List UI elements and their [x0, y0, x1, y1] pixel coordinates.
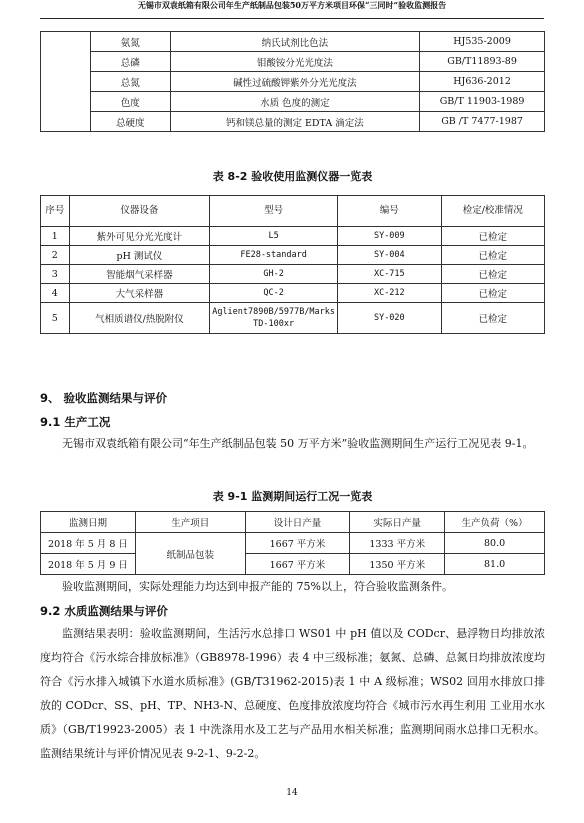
row-number-cell: 1 — [41, 227, 70, 246]
row-number-cell: 5 — [41, 303, 70, 334]
method-item-cell: 总磷 — [90, 52, 170, 72]
design-output-cell: 1667 平方米 — [245, 533, 350, 554]
code-cell: SY-020 — [338, 303, 442, 334]
table-row — [41, 112, 545, 132]
row-number-cell: 3 — [41, 265, 70, 284]
method-name-cell: 钙和镁总量的测定 EDTA 滴定法 — [170, 112, 420, 132]
model-cell: QC-2 — [210, 284, 338, 303]
table-row — [41, 533, 545, 554]
table-row — [41, 284, 545, 303]
table-row — [41, 32, 545, 52]
method-standard-cell: GB/T 11903-1989 — [420, 92, 545, 112]
model-cell: L5 — [210, 227, 338, 246]
header-cell: 生产负荷（%） — [445, 512, 545, 533]
table-row — [41, 265, 545, 284]
model-cell: FE28-standard — [210, 246, 338, 265]
methods-table — [40, 31, 545, 132]
header-cell: 型号 — [210, 196, 338, 227]
header-cell: 仪器设备 — [69, 196, 210, 227]
section-9-1-text: 无锡市双袁纸箱有限公司“年生产纸制品包装 50 万平方米”验收监测期间生产运行工况见表 9-1。 — [62, 437, 534, 450]
table-row — [41, 52, 545, 72]
device-cell: 大气采样器 — [69, 284, 210, 303]
table-row — [41, 92, 545, 112]
row-number-cell: 2 — [41, 246, 70, 265]
table-8-2-caption: 表 8-2 验收使用监测仪器一览表 — [212, 170, 373, 183]
header-cell: 序号 — [41, 196, 70, 227]
model-cell: GH-2 — [210, 265, 338, 284]
method-name-cell: 碱性过硫酸钾紫外分光光度法 — [170, 72, 420, 92]
design-output-cell: 1667 平方米 — [245, 554, 350, 575]
table-row — [41, 227, 545, 246]
table-9-1-caption: 表 9-1 监测期间运行工况一览表 — [212, 490, 373, 503]
device-cell: pH 测试仪 — [69, 246, 210, 265]
table-row — [41, 72, 545, 92]
status-cell: 已检定 — [441, 284, 544, 303]
header-cell: 设计日产量 — [245, 512, 350, 533]
code-cell: XC-212 — [338, 284, 442, 303]
header-cell: 编号 — [338, 196, 442, 227]
section-9-1-title: 9.1 生产工况 — [40, 415, 111, 429]
row-number-cell: 4 — [41, 284, 70, 303]
code-cell: SY-004 — [338, 246, 442, 265]
method-name-cell: 钼酸铵分光光度法 — [170, 52, 420, 72]
method-item-cell: 氨氮 — [90, 32, 170, 52]
actual-output-cell: 1333 平方米 — [350, 533, 445, 554]
table-header-row — [41, 512, 545, 533]
header-cell: 监测日期 — [41, 512, 136, 533]
method-item-cell: 色度 — [90, 92, 170, 112]
status-cell: 已检定 — [441, 227, 544, 246]
method-name-cell: 纳氏试剂比色法 — [170, 32, 420, 52]
method-standard-cell: HJ535-2009 — [420, 32, 545, 52]
page-header: 无锡市双袁纸箱有限公司年生产纸制品包装50万平方米项目环保“三同时”验收监测报告 — [40, 0, 544, 19]
section-9-title: 9、 验收监测结果与评价 — [40, 391, 168, 405]
page-number: 14 — [286, 788, 298, 798]
date-cell: 2018 年 5 月 9 日 — [41, 554, 136, 575]
instrument-table — [40, 195, 545, 334]
method-item-cell: 总氮 — [90, 72, 170, 92]
load-cell: 81.0 — [445, 554, 545, 575]
table-header-row — [41, 196, 545, 227]
header-cell: 检定/校准情况 — [441, 196, 544, 227]
table-row — [41, 246, 545, 265]
method-name-cell: 水质 色度的测定 — [170, 92, 420, 112]
method-standard-cell: HJ636-2012 — [420, 72, 545, 92]
section-9-2-text: 监测结果表明：验收监测期间，生活污水总排口 WS01 中 pH 值以及 CODcr、悬浮物日均排放浓度均符合《污水综合排放标准》（GB8978-1996）表 4 中三级标准；氨氮、总磷、总氮日均排放浓度均符合《污水排入城镇下水道水质标准》(GB/T31962-2015)表 1 中 A 级标准；WS02 回用水排放口排放的 CODcr、SS、pH、TP、NH3-N、总硬度、色度排放浓度均符合《城市污水再生利用 工业用水水质》（GB/T19923-2005）表 1 中洗涤用水及工艺与产品用水相关标准；监测期间雨水总排口无积水。监测结果统计与评价情况见表 9-2-1、9-2-2。 — [40, 627, 545, 760]
operation-table — [40, 511, 545, 575]
method-item-cell: 总硬度 — [90, 112, 170, 132]
table-row — [41, 554, 545, 575]
table-row — [41, 303, 545, 334]
device-cell: 气相质谱仪/热脱附仪 — [69, 303, 210, 334]
method-standard-cell: GB/T11893-89 — [420, 52, 545, 72]
device-cell: 紫外可见分光光度计 — [69, 227, 210, 246]
code-cell: XC-715 — [338, 265, 442, 284]
date-cell: 2018 年 5 月 8 日 — [41, 533, 136, 554]
header-cell: 实际日产量 — [350, 512, 445, 533]
actual-output-cell: 1350 平方米 — [350, 554, 445, 575]
product-cell: 纸制品包装 — [135, 533, 245, 575]
method-standard-cell: GB /T 7477-1987 — [420, 112, 545, 132]
device-cell: 智能烟气采样器 — [69, 265, 210, 284]
blank-cell — [41, 32, 91, 132]
header-cell: 生产项目 — [135, 512, 245, 533]
status-cell: 已检定 — [441, 303, 544, 334]
code-cell: SY-009 — [338, 227, 442, 246]
load-cell: 80.0 — [445, 533, 545, 554]
model-cell: Aglient7890B/5977B/Marks TD-100xr — [210, 303, 338, 334]
status-cell: 已检定 — [441, 246, 544, 265]
load-statement: 验收监测期间，实际处理能力均达到申报产能的 75%以上，符合验收监测条件。 — [62, 580, 453, 593]
section-9-2-title: 9.2 水质监测结果与评价 — [40, 604, 168, 618]
status-cell: 已检定 — [441, 265, 544, 284]
